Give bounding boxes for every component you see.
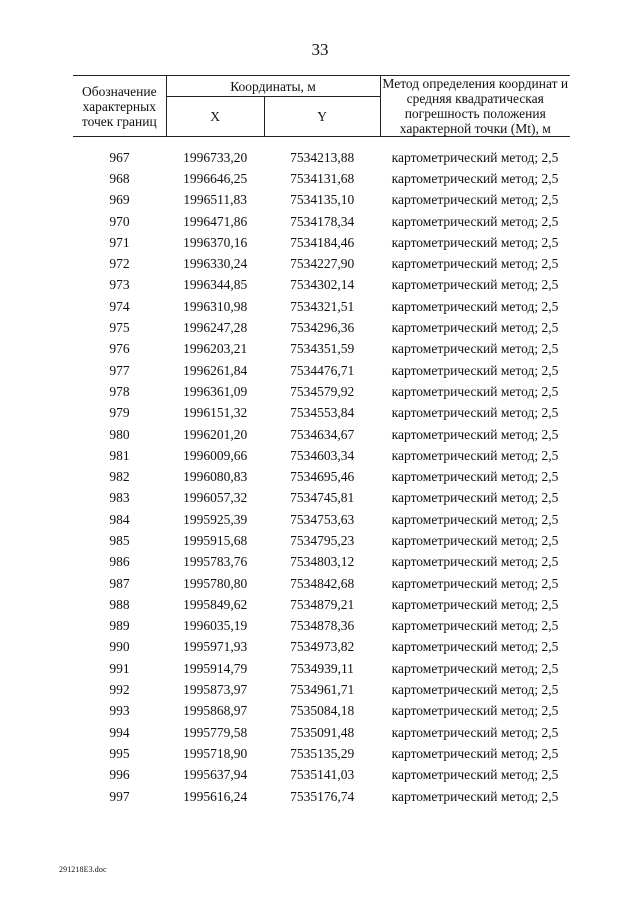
method-cell: картометрический метод; 2,5 — [391, 596, 559, 612]
method-cell: картометрический метод; 2,5 — [391, 447, 559, 463]
y-coordinate-cell: 7535091,48 — [290, 724, 355, 740]
point-number-cell: 972 — [109, 256, 130, 272]
x-coordinate-cell: 1996511,83 — [183, 192, 247, 208]
y-coordinate-cell: 7534131,68 — [290, 170, 355, 186]
x-coordinate-cell: 1995868,97 — [183, 703, 248, 719]
y-coordinate-cell: 7534351,59 — [290, 341, 355, 357]
method-cell: картометрический метод; 2,5 — [391, 660, 559, 676]
x-coordinate-cell: 1996330,24 — [183, 256, 248, 272]
point-number-cell: 978 — [109, 383, 130, 399]
method-cell: картометрический метод; 2,5 — [391, 724, 559, 740]
method-cell: картометрический метод; 2,5 — [391, 320, 559, 336]
method-cell: картометрический метод; 2,5 — [391, 298, 559, 314]
y-coordinate-cell: 7534227,90 — [290, 256, 355, 272]
x-coordinate-cell: 1995780,80 — [183, 575, 248, 591]
point-number-cell: 988 — [109, 596, 130, 612]
x-coordinate-cell: 1995971,93 — [183, 639, 248, 655]
table-header — [73, 76, 570, 137]
y-coordinate-cell: 7535084,18 — [290, 703, 355, 719]
point-number-cell: 973 — [109, 277, 130, 293]
table-row — [73, 530, 570, 551]
method-cell: картометрический метод; 2,5 — [391, 532, 559, 548]
table-row — [73, 701, 570, 722]
table-row — [73, 743, 570, 764]
x-coordinate-cell: 1996370,16 — [183, 234, 248, 250]
coordinates-table — [73, 75, 570, 807]
table-row — [73, 466, 570, 487]
table-row — [73, 765, 570, 786]
method-cell: картометрический метод; 2,5 — [391, 405, 559, 421]
table-row — [73, 573, 570, 594]
point-number-cell: 980 — [109, 426, 130, 442]
x-coordinate-cell: 1995873,97 — [183, 682, 248, 698]
method-cell: картометрический метод; 2,5 — [391, 170, 559, 186]
point-number-cell: 967 — [109, 149, 130, 165]
point-number-cell: 969 — [109, 192, 130, 208]
y-coordinate-cell: 7534745,81 — [290, 490, 355, 506]
x-coordinate-cell: 1996035,19 — [183, 618, 248, 634]
x-coordinate-cell: 1996646,25 — [183, 170, 248, 186]
point-number-cell: 990 — [109, 639, 130, 655]
method-cell: картометрический метод; 2,5 — [391, 383, 559, 399]
point-number-cell: 974 — [109, 298, 130, 314]
point-number-cell: 976 — [109, 341, 130, 357]
y-coordinate-cell: 7534803,12 — [290, 554, 355, 570]
method-cell: картометрический метод; 2,5 — [391, 618, 559, 634]
point-number-cell: 970 — [109, 213, 130, 229]
table-row — [73, 594, 570, 615]
point-number-cell: 968 — [109, 170, 130, 186]
table-row — [73, 679, 570, 700]
point-number-cell: 993 — [109, 703, 130, 719]
x-coordinate-cell: 1996471,86 — [183, 213, 248, 229]
point-number-cell: 985 — [109, 532, 130, 548]
x-coordinate-cell: 1995914,79 — [183, 660, 248, 676]
table-row — [73, 381, 570, 402]
table-row — [73, 403, 570, 424]
point-number-cell: 982 — [109, 469, 130, 485]
x-coordinate-cell: 1996310,98 — [183, 298, 248, 314]
table-row — [73, 488, 570, 509]
method-cell: картометрический метод; 2,5 — [391, 554, 559, 570]
x-coordinate-cell: 1996057,32 — [183, 490, 248, 506]
point-number-cell: 979 — [109, 405, 130, 421]
point-number-cell: 986 — [109, 554, 130, 570]
y-coordinate-cell: 7535141,03 — [290, 767, 355, 783]
header-point-designation: Обозначение характерных точек границ — [73, 76, 166, 137]
point-number-cell: 991 — [109, 660, 130, 676]
x-coordinate-cell: 1996261,84 — [183, 362, 248, 378]
method-cell: картометрический метод; 2,5 — [391, 490, 559, 506]
y-coordinate-cell: 7534184,46 — [290, 234, 355, 250]
x-coordinate-cell: 1996344,85 — [183, 277, 248, 293]
x-coordinate-cell: 1996009,66 — [183, 447, 248, 463]
point-number-cell: 995 — [109, 745, 130, 761]
header-coordinates: Координаты, м — [166, 76, 380, 97]
x-coordinate-cell: 1995718,90 — [183, 745, 248, 761]
x-coordinate-cell: 1996361,09 — [183, 383, 248, 399]
method-cell: картометрический метод; 2,5 — [391, 682, 559, 698]
table-row — [73, 190, 570, 211]
method-cell: картометрический метод; 2,5 — [391, 703, 559, 719]
y-coordinate-cell: 7534961,71 — [290, 682, 355, 698]
table-row — [73, 211, 570, 232]
table-row — [73, 296, 570, 317]
y-coordinate-cell: 7534634,67 — [290, 426, 355, 442]
table-row — [73, 445, 570, 466]
method-cell: картометрический метод; 2,5 — [391, 575, 559, 591]
y-coordinate-cell: 7534579,92 — [290, 383, 355, 399]
table-row — [73, 317, 570, 338]
table-row — [73, 786, 570, 807]
table-body — [73, 137, 570, 808]
table-row — [73, 253, 570, 274]
header-method: Метод определения координат и средняя квадратическая погрешность положения характерной точки (Mt), м — [380, 76, 570, 137]
method-cell: картометрический метод; 2,5 — [391, 192, 559, 208]
point-number-cell: 997 — [109, 788, 130, 804]
point-number-cell: 984 — [109, 511, 130, 527]
method-cell: картометрический метод; 2,5 — [391, 767, 559, 783]
x-coordinate-cell: 1996203,21 — [183, 341, 248, 357]
y-coordinate-cell: 7534939,11 — [290, 660, 354, 676]
point-number-cell: 992 — [109, 682, 130, 698]
method-cell: картометрический метод; 2,5 — [391, 639, 559, 655]
point-number-cell: 977 — [109, 362, 130, 378]
point-number-cell: 981 — [109, 447, 130, 463]
x-coordinate-cell: 1995849,62 — [183, 596, 248, 612]
y-coordinate-cell: 7534842,68 — [290, 575, 355, 591]
y-coordinate-cell: 7534878,36 — [290, 618, 355, 634]
y-coordinate-cell: 7534213,88 — [290, 149, 355, 165]
x-coordinate-cell: 1995637,94 — [183, 767, 248, 783]
x-coordinate-cell: 1996733,20 — [183, 149, 248, 165]
y-coordinate-cell: 7534695,46 — [290, 469, 355, 485]
y-coordinate-cell: 7534973,82 — [290, 639, 355, 655]
point-number-cell: 983 — [109, 490, 130, 506]
point-number-cell: 971 — [109, 234, 130, 250]
y-coordinate-cell: 7534476,71 — [290, 362, 355, 378]
page-number: 33 — [311, 40, 329, 59]
table-row — [73, 722, 570, 743]
y-coordinate-cell: 7534753,63 — [290, 511, 355, 527]
table-row — [73, 168, 570, 189]
y-coordinate-cell: 7534553,84 — [290, 405, 355, 421]
y-coordinate-cell: 7535135,29 — [290, 745, 355, 761]
method-cell: картометрический метод; 2,5 — [391, 277, 559, 293]
method-cell: картометрический метод; 2,5 — [391, 362, 559, 378]
header-y: Y — [264, 97, 380, 137]
y-coordinate-cell: 7534296,36 — [290, 320, 355, 336]
point-number-cell: 975 — [109, 320, 130, 336]
y-coordinate-cell: 7534321,51 — [290, 298, 355, 314]
x-coordinate-cell: 1995783,76 — [183, 554, 248, 570]
x-coordinate-cell: 1995779,58 — [183, 724, 248, 740]
table-row — [73, 424, 570, 445]
method-cell: картометрический метод; 2,5 — [391, 341, 559, 357]
method-cell: картометрический метод; 2,5 — [391, 426, 559, 442]
table-row — [73, 616, 570, 637]
x-coordinate-cell: 1995616,24 — [183, 788, 248, 804]
x-coordinate-cell: 1996151,32 — [183, 405, 248, 421]
method-cell: картометрический метод; 2,5 — [391, 234, 559, 250]
table-row — [73, 275, 570, 296]
point-number-cell: 989 — [109, 618, 130, 634]
point-number-cell: 994 — [109, 724, 130, 740]
table-row — [73, 509, 570, 530]
x-coordinate-cell: 1996080,83 — [183, 469, 248, 485]
header-x: X — [166, 97, 264, 137]
y-coordinate-cell: 7534135,10 — [290, 192, 355, 208]
table-row — [73, 658, 570, 679]
point-number-cell: 996 — [109, 767, 130, 783]
x-coordinate-cell: 1996201,20 — [183, 426, 248, 442]
method-cell: картометрический метод; 2,5 — [391, 745, 559, 761]
table-row — [73, 552, 570, 573]
footer-filename: 291218E3.doc — [59, 865, 107, 874]
point-number-cell: 987 — [109, 575, 130, 591]
x-coordinate-cell: 1995925,39 — [183, 511, 248, 527]
table-row — [73, 637, 570, 658]
y-coordinate-cell: 7534302,14 — [290, 277, 355, 293]
x-coordinate-cell: 1996247,28 — [183, 320, 248, 336]
table-row — [73, 339, 570, 360]
method-cell: картометрический метод; 2,5 — [391, 511, 559, 527]
table-row — [73, 137, 570, 169]
y-coordinate-cell: 7535176,74 — [290, 788, 355, 804]
x-coordinate-cell: 1995915,68 — [183, 532, 248, 548]
y-coordinate-cell: 7534795,23 — [290, 532, 355, 548]
method-cell: картометрический метод; 2,5 — [391, 788, 559, 804]
method-cell: картометрический метод; 2,5 — [391, 256, 559, 272]
y-coordinate-cell: 7534603,34 — [290, 447, 355, 463]
method-cell: картометрический метод; 2,5 — [391, 213, 559, 229]
table-row — [73, 360, 570, 381]
table-row — [73, 232, 570, 253]
method-cell: картометрический метод; 2,5 — [391, 149, 559, 165]
y-coordinate-cell: 7534178,34 — [290, 213, 355, 229]
y-coordinate-cell: 7534879,21 — [290, 596, 355, 612]
method-cell: картометрический метод; 2,5 — [391, 469, 559, 485]
